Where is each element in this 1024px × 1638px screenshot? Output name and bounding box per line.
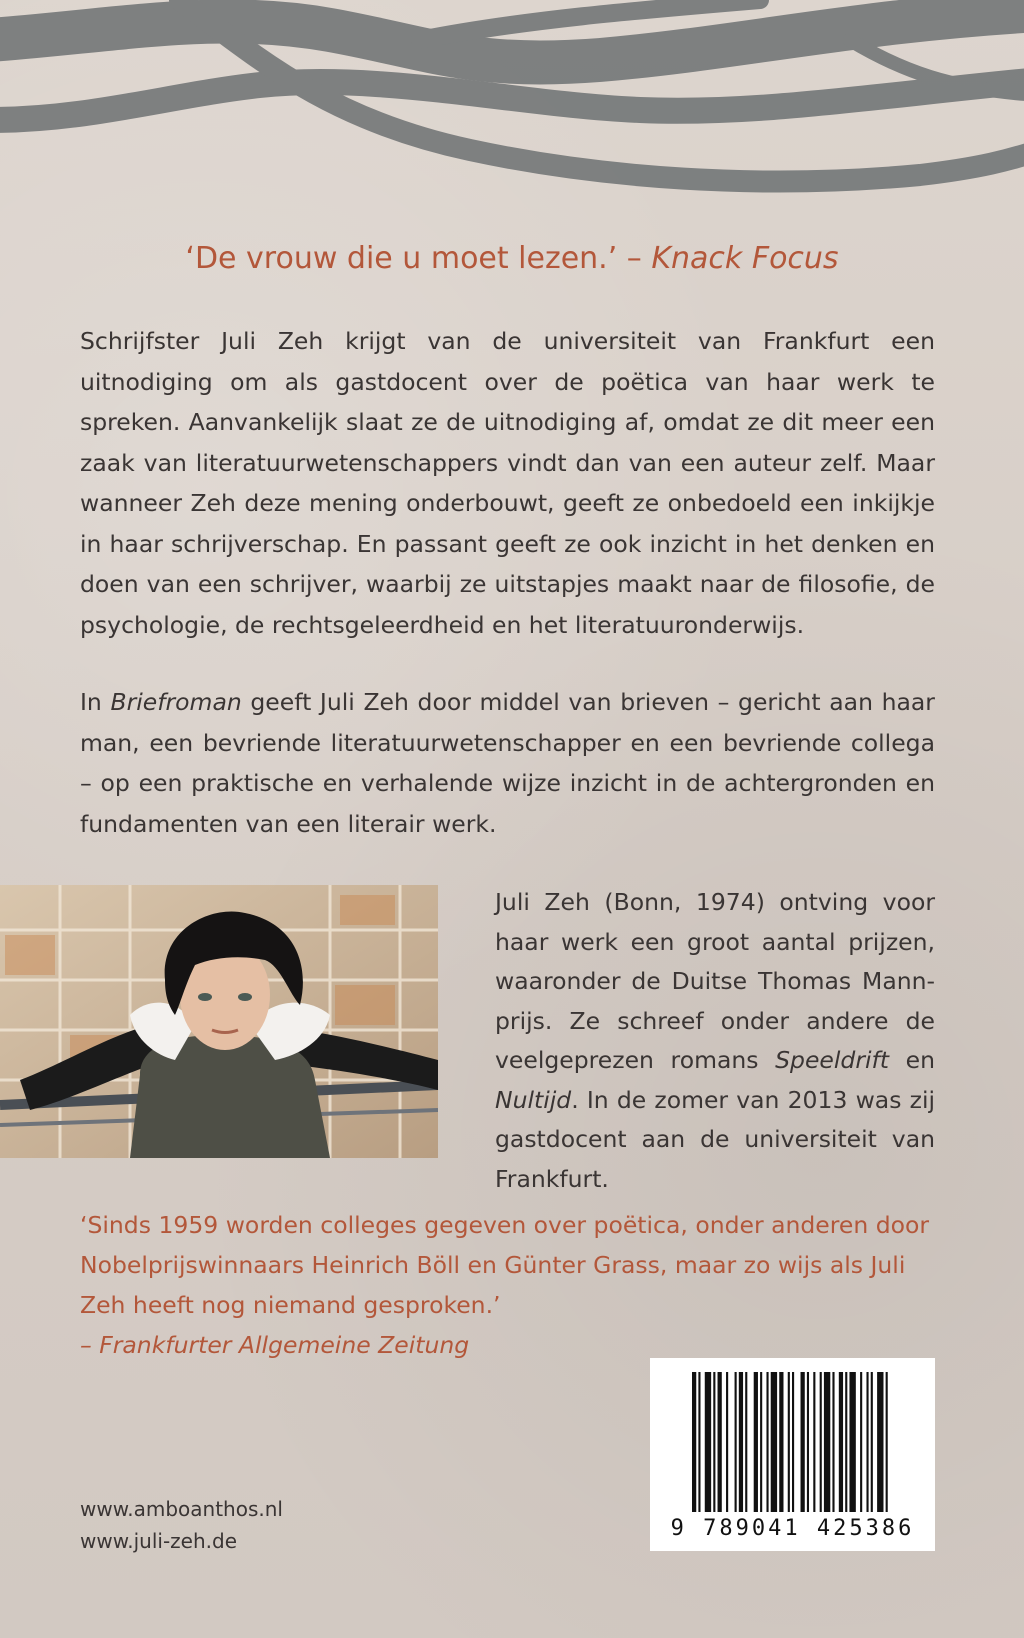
url-juli-zeh: www.juli-zeh.de [80,1529,237,1553]
barcode-bar [739,1372,743,1512]
book-title-briefroman: Briefroman [110,688,242,716]
barcode-bar [801,1372,805,1512]
barcode-bars [692,1372,892,1512]
barcode-bar [779,1372,783,1512]
isbn-barcode [650,1358,935,1551]
barcode-bar [792,1372,794,1512]
barcode-bar [760,1372,762,1512]
author-photo-illustration [0,885,438,1158]
barcode-bar [788,1372,790,1512]
barcode-bar [824,1372,830,1512]
barcode-bar [813,1372,815,1512]
brush-stroke-decoration [0,0,1024,220]
description-paragraph-2 [80,682,935,844]
author-photo [0,885,438,1158]
barcode-bar [839,1372,843,1512]
barcode-bar [705,1372,711,1512]
headline-quote [0,235,1024,283]
barcode-bar [807,1372,809,1512]
review-quote: ‘Sinds 1959 worden colleges gegeven over poëtica, onder anderen door Nobelprijswinnaars Heinrich Böll en Günter Grass, maar zo wijs als Juli Zeh heeft nog niemand gesproken.’ [80,1211,930,1319]
headline-quote-source: Knack Focus [651,241,839,276]
barcode-bar [871,1372,873,1512]
barcode-number: 9 789041 425386 [670,1516,915,1541]
headline-quote-text: ‘De vrouw die u moet lezen.’ – [185,241,642,276]
paragraph2-prefix: In [80,688,102,716]
bio-text-part1: Juli Zeh (Bonn, 1974) ontving voor haar werk een groot aantal prijzen, waaronder de Duitse Thomas Mann-prijs. Ze schreef onder andere de veelgeprezen romans [495,888,935,1074]
barcode-bar [698,1372,700,1512]
url-amboanthos: www.amboanthos.nl [80,1497,283,1521]
book-title-speeldrift: Speeldrift [775,1046,890,1074]
bio-and: en [905,1046,935,1074]
barcode-bar [735,1372,737,1512]
barcode-bar [866,1372,868,1512]
barcode-bar [849,1372,855,1512]
barcode-bar [726,1372,728,1512]
barcode-bar [766,1372,768,1512]
barcode-bar [832,1372,834,1512]
barcode-bar [820,1372,822,1512]
barcode-bar [860,1372,862,1512]
publisher-urls [80,1493,283,1557]
barcode-bar [754,1372,758,1512]
review-source: – Frankfurter Allgemeine Zeitung [80,1331,470,1359]
barcode-bar [877,1372,883,1512]
barcode-bar [692,1372,696,1512]
barcode-bar [718,1372,722,1512]
description-paragraph-1: Schrijfster Juli Zeh krijgt van de universiteit van Frankfurt een uitnodiging om als gastdocent over de poëtica van haar werk te spreken. Aanvankelijk slaat ze de uitnodiging af, omdat ze dit meer een zaak van literatuurwetenschappers vindt dan van een auteur zelf. Maar wanneer Zeh deze mening onderbouwt, geeft ze onbedoeld een inkijkje in haar schrijverschap. En passant geeft ze ook inzicht in het denken en doen van een schrijver, waarbij ze uitstapjes maakt naar de filosofie, de psychologie, de rechtsgeleerdheid en het literatuuronderwijs. [80,327,935,639]
barcode-bar [886,1372,888,1512]
author-bio [495,883,935,1199]
barcode-bar [771,1372,777,1512]
barcode-bar [745,1372,747,1512]
paragraph2-rest: geeft Juli Zeh door middel van brieven – gericht aan haar man, een bevriende literatuurwetenschapper en een bevriende collega – op een praktische en verhalende wijze inzicht in de achtergronden en fundamenten van een literair werk. [80,688,935,838]
book-title-nultijd: Nultijd [495,1085,572,1114]
barcode-bar [713,1372,715,1512]
barcode-bar [845,1372,847,1512]
bio-text-part2: . In de zomer van 2013 was zij gastdocent aan de universiteit van Frankfurt. [495,1085,935,1193]
